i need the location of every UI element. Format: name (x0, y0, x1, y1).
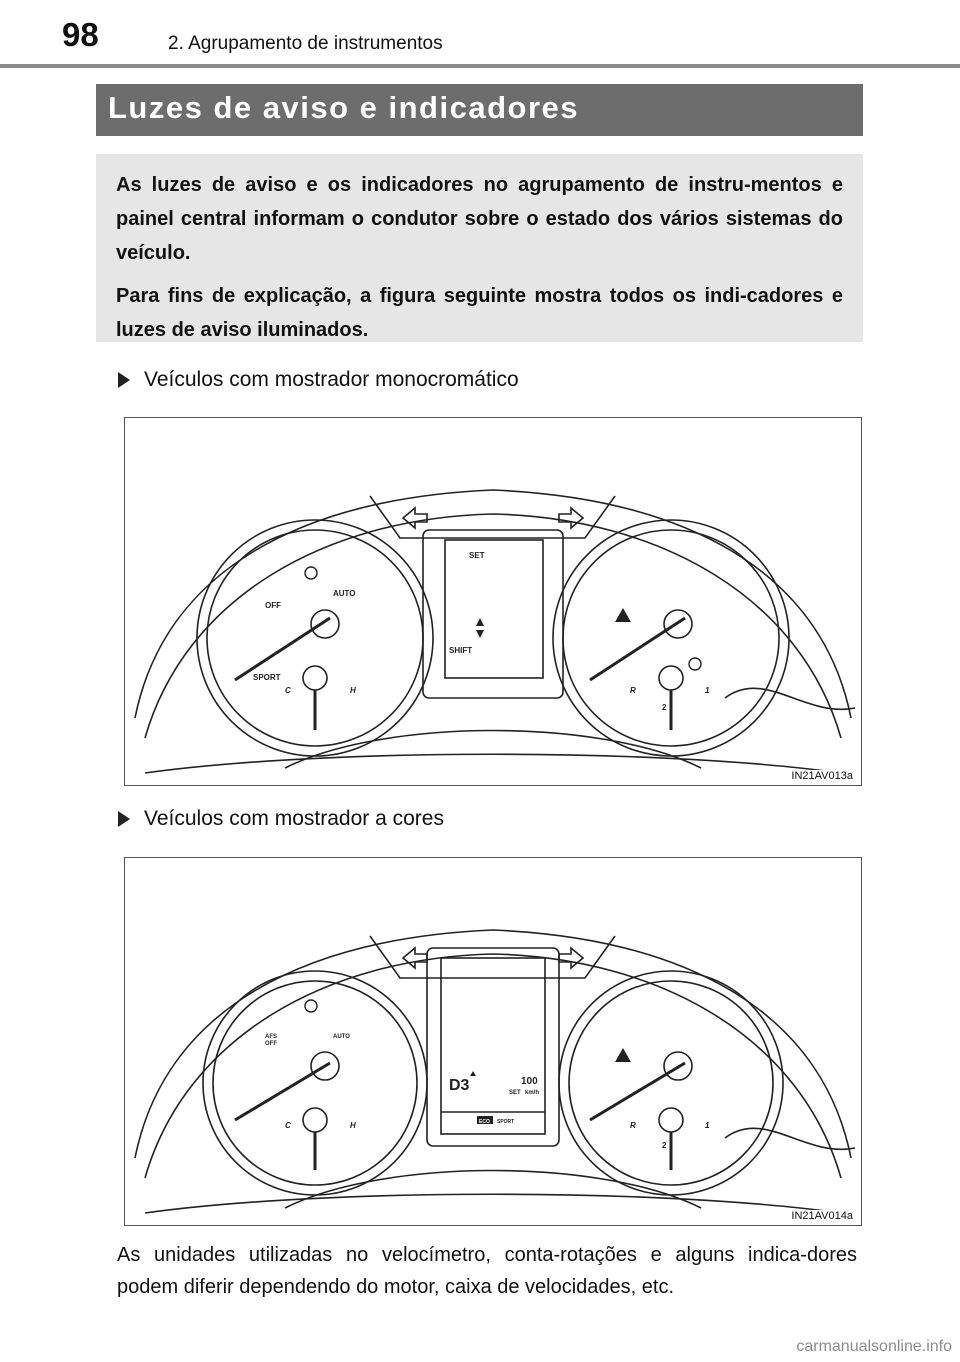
rpm-2-label: 2 (662, 703, 667, 712)
parking-icon (305, 1000, 317, 1012)
shift-up-icon (470, 1071, 476, 1076)
variant-label: Veículos com mostrador a cores (144, 807, 444, 830)
rpm-1-label: 1 (705, 1121, 710, 1130)
cruise-speed: 100 (521, 1076, 538, 1087)
off-label: OFF (265, 601, 281, 610)
gear-indicator: D3 (449, 1077, 470, 1094)
eco-label: ECO (479, 1119, 490, 1125)
afs-off-label: OFF (265, 1041, 277, 1047)
variant-color (118, 807, 444, 831)
auto-label: AUTO (333, 1034, 350, 1040)
variant-label: Veículos com mostrador monocromático (144, 368, 519, 391)
cruise-unit: km/h (525, 1090, 540, 1096)
warning-triangle-icon (615, 1048, 631, 1062)
chapter-title: 2. Agrupamento de instrumentos (168, 33, 443, 54)
sport-label: SPORT (253, 673, 281, 682)
tire-pressure-icon (689, 658, 701, 670)
cluster-illustration (125, 858, 861, 1225)
sport-label: SPORT (497, 1119, 515, 1125)
cluster-illustration (125, 418, 861, 785)
intro-paragraph-2: Para fins de explicação, a figura seguinte mostra todos os indi-cadores e luzes de aviso iluminados. (116, 285, 843, 341)
variant-monochrome (118, 368, 519, 392)
cold-label: C (285, 1121, 291, 1130)
figure-code: IN21AV014a (791, 1210, 853, 1222)
cruise-set-label: SET (509, 1090, 521, 1096)
section-title: Luzes de aviso e indicadores (96, 84, 863, 136)
intro-box (96, 154, 863, 342)
auto-label: AUTO (333, 589, 356, 598)
cluster-figure-color (124, 857, 862, 1226)
hot-label: H (350, 1121, 356, 1130)
shift-up-icon (476, 618, 484, 626)
set-label: SET (469, 551, 485, 560)
rpm-r-label: R (630, 1121, 636, 1130)
warning-triangle-icon (615, 608, 631, 622)
page-number: 98 (62, 16, 99, 53)
triangle-bullet-icon (118, 372, 130, 388)
intro-paragraph-1: As luzes de aviso e os indicadores no agrupamento de instru-mentos e painel central informam o condutor sobre o estado dos vários sistemas do veículo. (116, 174, 843, 264)
watermark: carmanualsonline.info (796, 1338, 952, 1355)
rpm-2-label: 2 (662, 1141, 667, 1150)
header-rule (0, 64, 960, 68)
afs-label: AFS (265, 1034, 277, 1040)
rpm-1-label: 1 (705, 686, 710, 695)
footnote: As unidades utilizadas no velocímetro, conta-rotações e alguns indica-dores podem diferir dependendo do motor, caixa de velocidades, etc. (117, 1244, 857, 1298)
triangle-bullet-icon (118, 811, 130, 827)
shift-down-icon (476, 630, 484, 638)
rpm-r-label: R (630, 686, 636, 695)
hot-label: H (350, 686, 356, 695)
figure-code: IN21AV013a (791, 770, 853, 782)
shift-label: SHIFT (449, 646, 473, 655)
cold-label: C (285, 686, 291, 695)
cluster-figure-monochrome (124, 417, 862, 786)
parking-icon (305, 567, 317, 579)
